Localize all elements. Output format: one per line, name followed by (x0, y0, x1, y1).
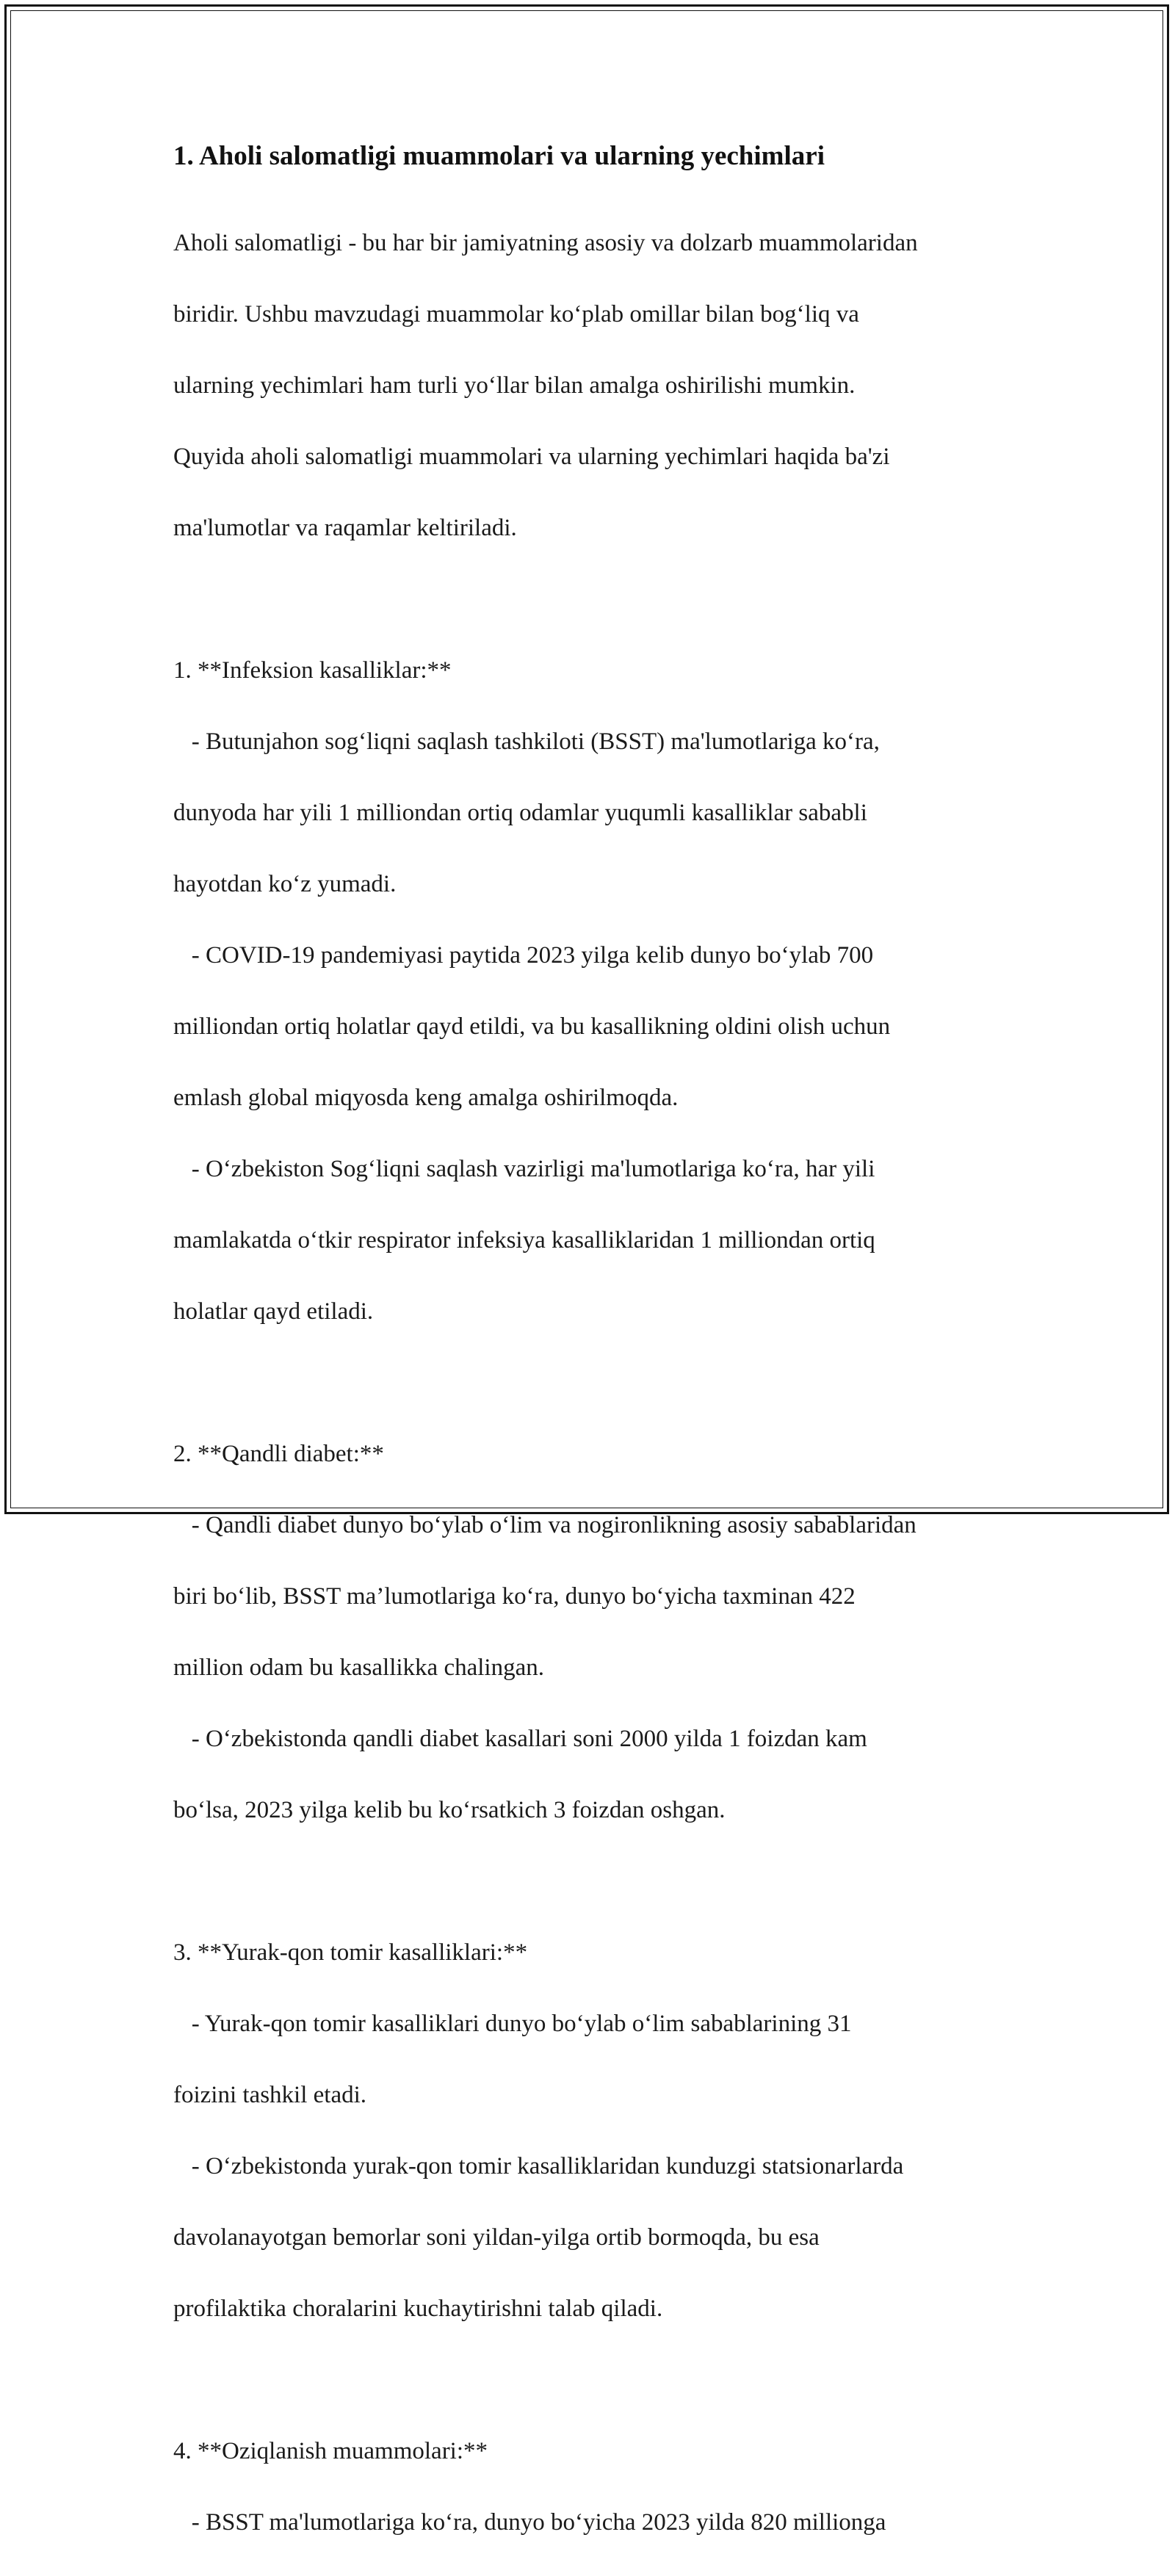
text-line: Aholi salomatligi - bu har bir jamiyatning asosiy va dolzarb muammolaridan (173, 229, 918, 256)
text-line: holatlar qayd etiladi. (173, 1298, 374, 1325)
list-heading-cardiovascular: 3. **Yurak-qon tomir kasalliklari:** (173, 1939, 528, 1966)
text-line: foizini tashkil etadi. (173, 2081, 367, 2108)
text-line: - O‘zbekistonda qandli diabet kasallari soni 2000 yilda 1 foizdan kam (173, 1725, 867, 1752)
text-line: mamlakatda o‘tkir respirator infeksiya kasalliklaridan 1 milliondan ortiq (173, 1226, 875, 1253)
text-line: biridir. Ushbu mavzudagi muammolar ko‘plab omillar bilan bog‘liq va (173, 300, 859, 328)
text-line: milliondan ortiq holatlar qayd etildi, va bu kasallikning oldini olish uchun (173, 1013, 891, 1040)
text-line: profilaktika choralarini kuchaytirishni talab qiladi. (173, 2295, 663, 2322)
text-line: ma'lumotlar va raqamlar keltiriladi. (173, 514, 517, 541)
text-line: - BSST ma'lumotlariga ko‘ra, dunyo bo‘yicha 2023 yilda 820 millionga (173, 2508, 886, 2536)
text-line: hayotdan ko‘z yumadi. (173, 870, 397, 897)
text-line: million odam bu kasallikka chalingan. (173, 1654, 544, 1681)
list-heading-nutrition: 4. **Oziqlanish muammolari:** (173, 2437, 488, 2464)
text-line: - Qandli diabet dunyo bo‘ylab o‘lim va nogironlikning asosiy sabablaridan (173, 1511, 916, 1538)
text-line: - Butunjahon sog‘liqni saqlash tashkiloti (BSST) ma'lumotlariga ko‘ra, (173, 728, 880, 755)
blank-line (173, 2362, 1018, 2398)
body-text (173, 189, 1018, 2576)
text-line: Quyida aholi salomatligi muammolari va ularning yechimlari haqida ba'zi (173, 443, 890, 470)
text-line: ularning yechimlari ham turli yo‘llar bilan amalga oshirilishi mumkin. (173, 372, 856, 399)
blank-line (173, 1864, 1018, 1900)
text-line: davolanayotgan bemorlar soni yildan-yilga ortib bormoqda, bu esa (173, 2224, 820, 2251)
list-heading-infections: 1. **Infeksion kasalliklar:** (173, 656, 452, 684)
section-heading: 1. Aholi salomatligi muammolari va ularning yechimlari (173, 141, 825, 171)
text-line: dunyoda har yili 1 milliondan ortiq odamlar yuqumli kasalliklar sababli (173, 799, 867, 826)
blank-line (173, 1365, 1018, 1401)
text-line: - Yurak-qon tomir kasalliklari dunyo bo‘ylab o‘lim sabablarining 31 (173, 2010, 852, 2037)
text-line: - O‘zbekistonda yurak-qon tomir kasalliklaridan kunduzgi statsionarlarda (173, 2152, 904, 2179)
document-body (173, 137, 1018, 2576)
text-line: - O‘zbekiston Sog‘liqni saqlash vazirligi ma'lumotlariga ko‘ra, har yili (173, 1155, 875, 1182)
text-line: biri bo‘lib, BSST ma’lumotlariga ko‘ra, dunyo bo‘yicha taxminan 422 (173, 1582, 856, 1610)
text-line: - COVID-19 pandemiyasi paytida 2023 yilga kelib dunyo bo‘ylab 700 (173, 941, 874, 969)
text-line: emlash global miqyosda keng amalga oshirilmoqda. (173, 1084, 679, 1111)
list-heading-diabetes: 2. **Qandli diabet:** (173, 1440, 384, 1467)
text-line: bo‘lsa, 2023 yilga kelib bu ko‘rsatkich 3 foizdan oshgan. (173, 1796, 726, 1823)
blank-line (173, 582, 1018, 618)
